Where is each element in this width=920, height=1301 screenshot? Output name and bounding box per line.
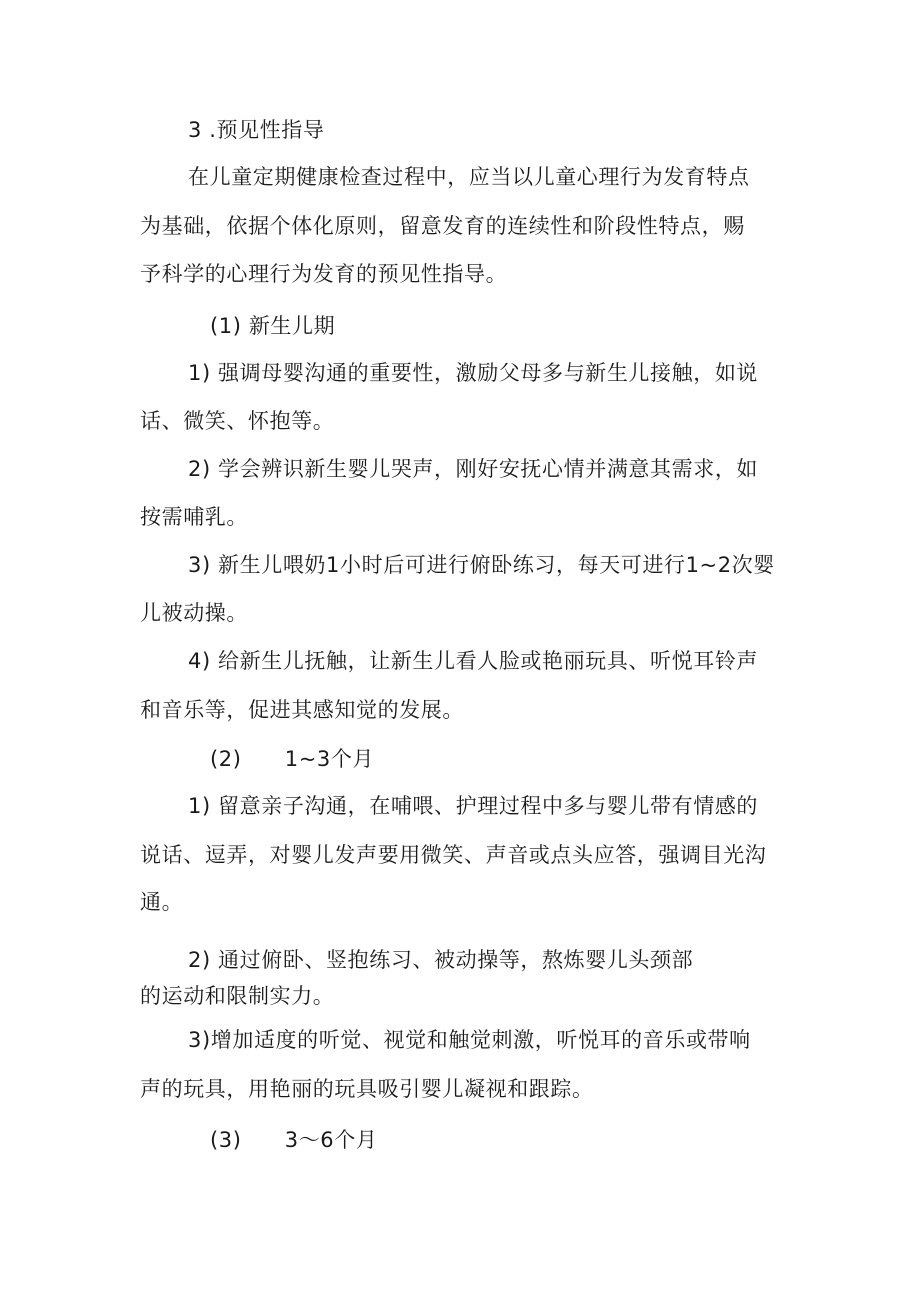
subsection-heading: (1) 新生儿期 <box>210 314 336 338</box>
list-item-line: 3)增加适度的听觉、视觉和触觉刺激，听悦耳的音乐或带响 <box>188 1028 751 1052</box>
subsection-heading: (3) 3〜6个月 <box>210 1128 378 1152</box>
list-item-line: 1) 强调母婴沟通的重要性，激励父母多与新生儿接触，如说 <box>188 361 759 385</box>
list-item-line: 儿被动操。 <box>140 601 248 625</box>
list-item-line: 和音乐等，促进其感知觉的发展。 <box>140 698 464 722</box>
list-item-line: 话、微笑、怀抱等。 <box>140 409 335 433</box>
list-item-line: 4) 给新生儿抚触，让新生儿看人脸或艳丽玩具、听悦耳铃声 <box>188 649 759 673</box>
paragraph-line: 在儿童定期健康检查过程中，应当以儿童心理行为发育特点 <box>188 165 750 189</box>
paragraph-line: 予科学的心理行为发育的预见性指导。 <box>140 262 508 286</box>
section-heading: 3 .预见性指导 <box>188 118 325 142</box>
list-item-line: 通。 <box>140 890 184 914</box>
paragraph-line: 为基础，依据个体化原则，留意发育的连续性和阶段性特点，赐 <box>140 214 745 238</box>
subsection-heading: (2) 1~3个月 <box>210 747 375 771</box>
list-item-line: 2) 通过俯卧、竖抱练习、被动操等，熬炼婴儿头颈部 <box>188 948 694 972</box>
list-item-line: 说话、逗弄，对婴儿发声要用微笑、声音或点头应答，强调目光沟 <box>140 843 767 867</box>
list-item-line: 声的玩具，用艳丽的玩具吸引婴儿凝视和跟踪。 <box>140 1077 594 1101</box>
list-item-line: 1) 留意亲子沟通，在哺喂、护理过程中多与婴儿带有情感的 <box>188 794 759 818</box>
list-item-line: 按需哺乳。 <box>140 505 248 529</box>
list-item-line: 3) 新生儿喂奶1小时后可进行俯卧练习，每天可进行1~2次婴 <box>188 553 775 577</box>
list-item-line: 2) 学会辨识新生婴儿哭声，刚好安抚心情并满意其需求，如 <box>188 457 759 481</box>
list-item-line: 的运动和限制实力。 <box>140 984 335 1008</box>
